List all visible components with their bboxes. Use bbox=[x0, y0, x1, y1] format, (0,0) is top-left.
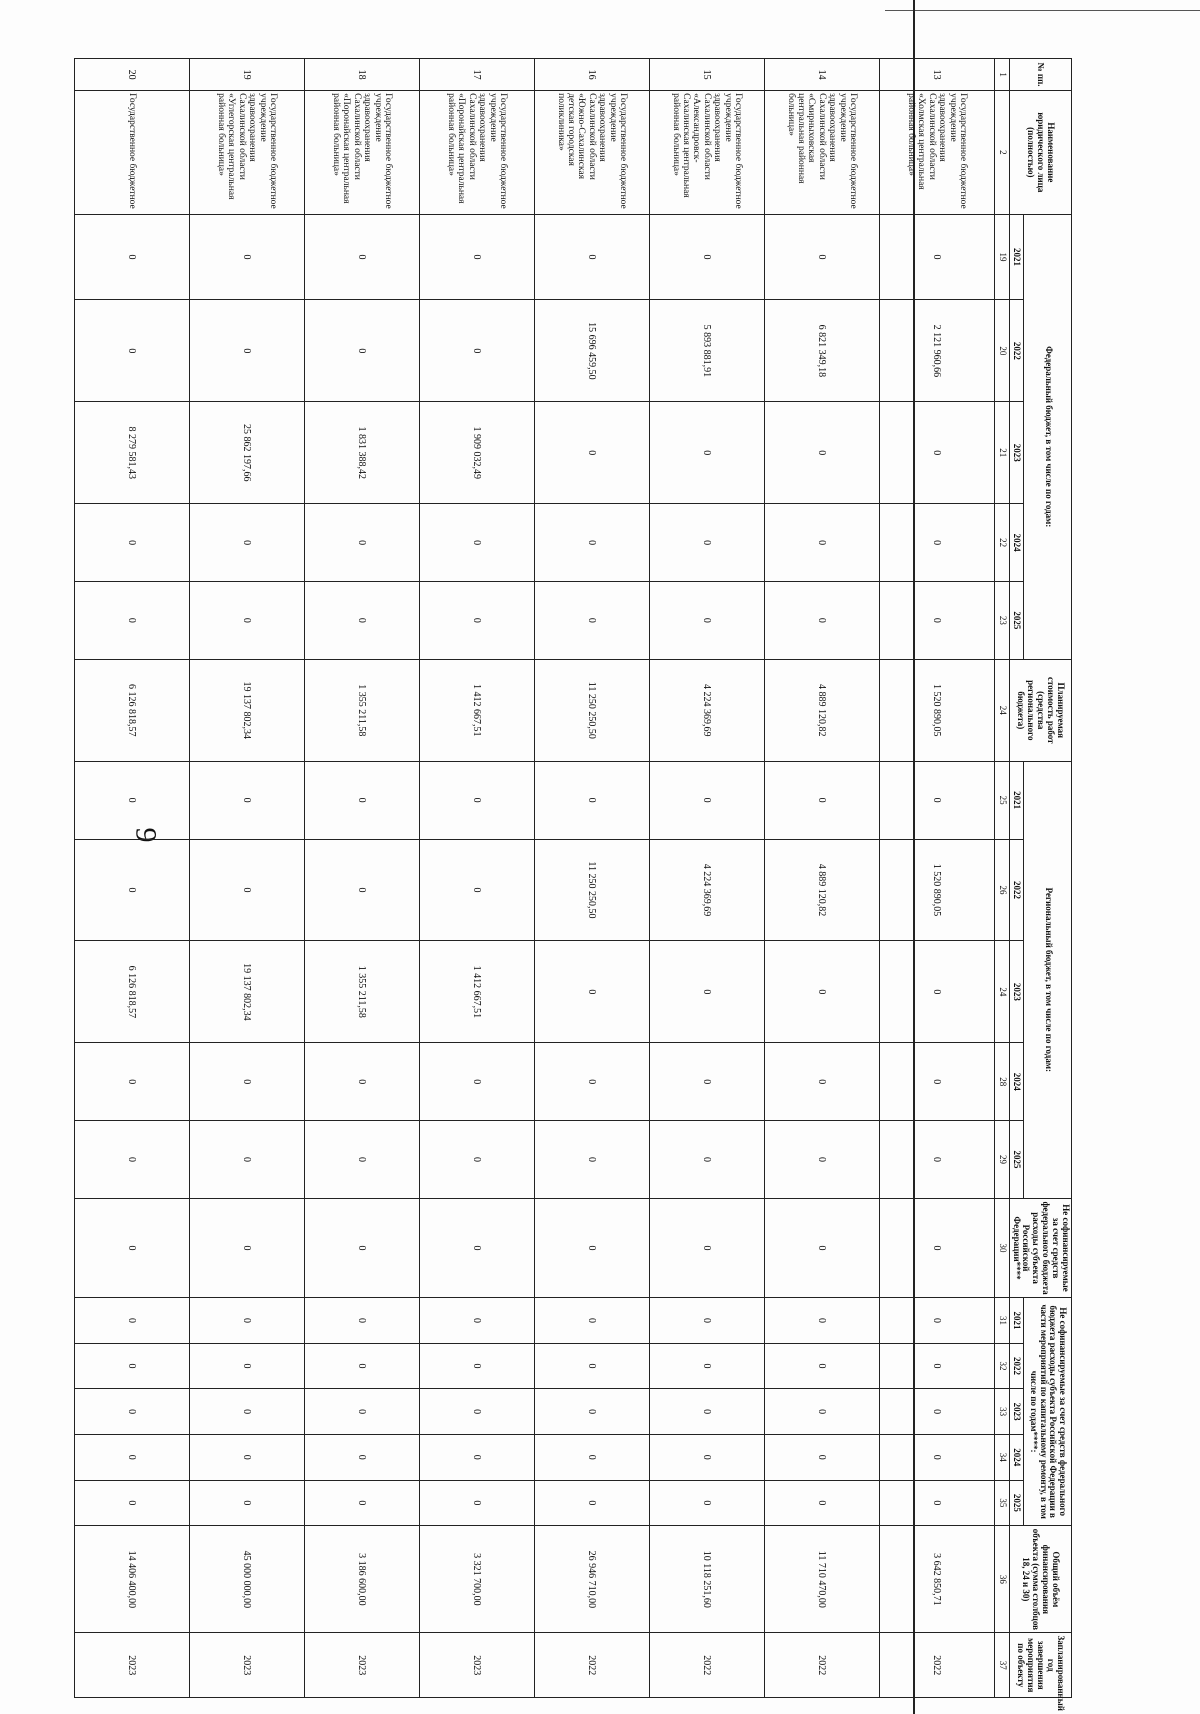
regional-budget-cell: 0 bbox=[189, 839, 304, 941]
regional-budget-cell: 0 bbox=[649, 941, 764, 1043]
regional-budget-cell: 0 bbox=[189, 1121, 304, 1199]
table-row bbox=[304, 59, 419, 1698]
planned-cost-cell: 4 224 369,69 bbox=[649, 659, 764, 761]
regional-budget-cell: 0 bbox=[534, 941, 649, 1043]
federal-budget-cell: 0 bbox=[534, 581, 649, 659]
non-cofinanced-cell: 0 bbox=[879, 1198, 994, 1297]
table-row bbox=[534, 59, 649, 1698]
row-number-cell: 18 bbox=[304, 59, 419, 91]
non-cofinanced-capital-cell: 0 bbox=[304, 1298, 419, 1344]
column-number-cell: 36 bbox=[994, 1526, 1009, 1633]
row-number-cell: 14 bbox=[764, 59, 879, 91]
total-funding-cell: 11 710 470,00 bbox=[764, 1526, 879, 1633]
organization-name-cell: Государственное бюджетное учреждение здравоохранения Сахалинской области «Поронайская центральная районная больница» bbox=[419, 91, 534, 214]
regional-budget-cell: 0 bbox=[304, 1043, 419, 1121]
planned-cost-cell: 4 889 120,82 bbox=[764, 659, 879, 761]
planned-cost-cell: 1 520 890,05 bbox=[879, 659, 994, 761]
federal-budget-cell: 1 831 388,42 bbox=[304, 402, 419, 504]
header-total: Общий объём финансирования объекта (сумма столбцов 18, 24 и 30) bbox=[1009, 1526, 1071, 1633]
table-row bbox=[649, 59, 764, 1698]
completion-year-cell: 2023 bbox=[304, 1633, 419, 1698]
header-regional: Региональный бюджет, в том числе по годам: bbox=[1024, 761, 1072, 1198]
year-cell: 2021 bbox=[1009, 1298, 1024, 1344]
non-cofinanced-capital-cell: 0 bbox=[534, 1389, 649, 1435]
regional-budget-cell: 6 126 818,57 bbox=[74, 941, 189, 1043]
regional-budget-cell: 11 250 250,50 bbox=[534, 839, 649, 941]
federal-budget-cell: 0 bbox=[879, 214, 994, 300]
federal-budget-cell: 0 bbox=[649, 504, 764, 582]
completion-year-cell: 2022 bbox=[534, 1633, 649, 1698]
regional-budget-cell: 0 bbox=[764, 761, 879, 839]
federal-budget-cell: 0 bbox=[764, 402, 879, 504]
organization-name-cell: Государственное бюджетное учреждение здравоохранения Сахалинской области «Смирныховская центральная районная больница» bbox=[764, 91, 879, 214]
federal-budget-cell: 0 bbox=[764, 504, 879, 582]
header-planned: Планируемая стоимость работ (средства регионального бюджета) bbox=[1009, 659, 1071, 761]
column-number-cell: 30 bbox=[994, 1198, 1009, 1297]
year-cell: 2022 bbox=[1009, 839, 1024, 941]
column-number-cell: 25 bbox=[994, 761, 1009, 839]
non-cofinanced-capital-cell: 0 bbox=[879, 1298, 994, 1344]
regional-budget-cell: 0 bbox=[534, 761, 649, 839]
regional-budget-cell: 0 bbox=[419, 1043, 534, 1121]
regional-budget-cell: 0 bbox=[534, 1043, 649, 1121]
completion-year-cell: 2023 bbox=[74, 1633, 189, 1698]
regional-budget-cell: 0 bbox=[419, 839, 534, 941]
non-cofinanced-capital-cell: 0 bbox=[534, 1480, 649, 1526]
organization-name-cell: Государственное бюджетное учреждение здравоохранения Сахалинской области «Александровск-Сахалинская центральная районная больница» bbox=[649, 91, 764, 214]
total-funding-cell: 10 118 251,60 bbox=[649, 1526, 764, 1633]
federal-budget-cell: 0 bbox=[74, 214, 189, 300]
year-cell: 2025 bbox=[1009, 1121, 1024, 1199]
row-number-cell: 17 bbox=[419, 59, 534, 91]
column-number-cell: 29 bbox=[994, 1121, 1009, 1199]
non-cofinanced-capital-cell: 0 bbox=[764, 1434, 879, 1480]
regional-budget-cell: 0 bbox=[74, 1043, 189, 1121]
header-federal: Федеральный бюджет, в том числе по годам: bbox=[1024, 214, 1072, 659]
federal-budget-cell: 0 bbox=[304, 214, 419, 300]
column-number-cell: 21 bbox=[994, 402, 1009, 504]
non-cofinanced-capital-cell: 0 bbox=[419, 1434, 534, 1480]
regional-budget-cell: 1 355 211,58 bbox=[304, 941, 419, 1043]
federal-budget-cell: 0 bbox=[534, 504, 649, 582]
year-cell: 2022 bbox=[1009, 300, 1024, 402]
regional-budget-cell: 0 bbox=[419, 761, 534, 839]
total-funding-cell: 26 946 710,00 bbox=[534, 1526, 649, 1633]
column-numbers-row bbox=[994, 59, 1009, 1698]
non-cofinanced-capital-cell: 0 bbox=[304, 1480, 419, 1526]
year-cell: 2022 bbox=[1009, 1343, 1024, 1389]
non-cofinanced-capital-cell: 0 bbox=[74, 1434, 189, 1480]
organization-name-cell: Государственное бюджетное учреждение здравоохранения Сахалинской области «Холмская центральная районная больница» bbox=[879, 91, 994, 214]
federal-budget-cell: 0 bbox=[764, 581, 879, 659]
total-funding-cell: 3 642 850,71 bbox=[879, 1526, 994, 1633]
year-cell: 2023 bbox=[1009, 941, 1024, 1043]
year-cell: 2024 bbox=[1009, 1434, 1024, 1480]
planned-cost-cell: 19 137 802,34 bbox=[189, 659, 304, 761]
regional-budget-cell: 0 bbox=[189, 1043, 304, 1121]
column-number-cell: 19 bbox=[994, 214, 1009, 300]
regional-budget-cell: 0 bbox=[74, 1121, 189, 1199]
total-funding-cell: 14 406 400,00 bbox=[74, 1526, 189, 1633]
federal-budget-cell: 0 bbox=[419, 504, 534, 582]
federal-budget-cell: 0 bbox=[74, 581, 189, 659]
federal-budget-cell: 0 bbox=[189, 581, 304, 659]
federal-budget-cell: 0 bbox=[304, 300, 419, 402]
regional-budget-cell: 0 bbox=[649, 1043, 764, 1121]
non-cofinanced-capital-cell: 0 bbox=[419, 1298, 534, 1344]
regional-budget-cell: 0 bbox=[304, 761, 419, 839]
non-cofinanced-capital-cell: 0 bbox=[189, 1434, 304, 1480]
non-cofinanced-cell: 0 bbox=[534, 1198, 649, 1297]
year-cell: 2025 bbox=[1009, 581, 1024, 659]
table-body bbox=[74, 59, 994, 1698]
column-number-cell: 23 bbox=[994, 581, 1009, 659]
year-cell: 2023 bbox=[1009, 402, 1024, 504]
column-number-cell: 33 bbox=[994, 1389, 1009, 1435]
regional-budget-cell: 1 412 667,51 bbox=[419, 941, 534, 1043]
completion-year-cell: 2023 bbox=[189, 1633, 304, 1698]
non-cofinanced-capital-cell: 0 bbox=[764, 1298, 879, 1344]
regional-budget-cell: 1 520 890,05 bbox=[879, 839, 994, 941]
regional-budget-cell: 0 bbox=[304, 839, 419, 941]
non-cofinanced-capital-cell: 0 bbox=[649, 1480, 764, 1526]
regional-budget-cell: 0 bbox=[649, 761, 764, 839]
regional-budget-cell: 4 224 369,69 bbox=[649, 839, 764, 941]
non-cofinanced-capital-cell: 0 bbox=[419, 1389, 534, 1435]
completion-year-cell: 2022 bbox=[649, 1633, 764, 1698]
federal-budget-cell: 0 bbox=[534, 402, 649, 504]
total-funding-cell: 3 321 700,00 bbox=[419, 1526, 534, 1633]
federal-budget-cell: 0 bbox=[764, 214, 879, 300]
regional-budget-cell: 0 bbox=[879, 1043, 994, 1121]
regional-budget-cell: 4 889 120,82 bbox=[764, 839, 879, 941]
federal-budget-cell: 0 bbox=[189, 214, 304, 300]
federal-budget-cell: 0 bbox=[304, 581, 419, 659]
federal-budget-cell: 5 893 881,91 bbox=[649, 300, 764, 402]
table-row bbox=[189, 59, 304, 1698]
table-row bbox=[764, 59, 879, 1698]
planned-cost-cell: 6 126 818,57 bbox=[74, 659, 189, 761]
regional-budget-cell: 0 bbox=[304, 1121, 419, 1199]
non-cofinanced-capital-cell: 0 bbox=[74, 1480, 189, 1526]
federal-budget-cell: 0 bbox=[74, 504, 189, 582]
non-cofinanced-capital-cell: 0 bbox=[879, 1343, 994, 1389]
row-number-cell: 16 bbox=[534, 59, 649, 91]
budget-table-rotated bbox=[126, 58, 1072, 1711]
non-cofinanced-cell: 0 bbox=[419, 1198, 534, 1297]
federal-budget-cell: 0 bbox=[419, 214, 534, 300]
header-name: Наименование юридического лица (полностью) bbox=[1009, 91, 1071, 214]
organization-name-cell: Государственное бюджетное учреждение здравоохранения Сахалинской области «Углегорская центральная районная больница» bbox=[189, 91, 304, 214]
federal-budget-cell: 15 696 459,50 bbox=[534, 300, 649, 402]
row-number-cell: 20 bbox=[74, 59, 189, 91]
scan-edge-line bbox=[885, 10, 1200, 11]
column-number-cell: 2 bbox=[994, 91, 1009, 214]
regional-budget-cell: 0 bbox=[74, 839, 189, 941]
column-number-cell: 20 bbox=[994, 300, 1009, 402]
table-row bbox=[419, 59, 534, 1698]
header-years-row bbox=[1009, 59, 1024, 1698]
year-cell: 2023 bbox=[1009, 1389, 1024, 1435]
non-cofinanced-capital-cell: 0 bbox=[879, 1434, 994, 1480]
non-cofinanced-capital-cell: 0 bbox=[879, 1480, 994, 1526]
regional-budget-cell: 0 bbox=[764, 941, 879, 1043]
non-cofinanced-capital-cell: 0 bbox=[649, 1298, 764, 1344]
regional-budget-cell: 0 bbox=[419, 1121, 534, 1199]
non-cofinanced-cell: 0 bbox=[189, 1198, 304, 1297]
table-row bbox=[879, 59, 994, 1698]
completion-year-cell: 2022 bbox=[879, 1633, 994, 1698]
federal-budget-cell: 0 bbox=[649, 214, 764, 300]
non-cofinanced-cell: 0 bbox=[764, 1198, 879, 1297]
non-cofinanced-capital-cell: 0 bbox=[189, 1389, 304, 1435]
federal-budget-cell: 2 121 960,66 bbox=[879, 300, 994, 402]
regional-budget-cell: 0 bbox=[189, 761, 304, 839]
regional-budget-cell: 0 bbox=[74, 761, 189, 839]
row-number-cell: 15 bbox=[649, 59, 764, 91]
year-cell: 2024 bbox=[1009, 1043, 1024, 1121]
column-number-cell: 26 bbox=[994, 839, 1009, 941]
federal-budget-cell: 0 bbox=[649, 581, 764, 659]
regional-budget-cell: 0 bbox=[764, 1121, 879, 1199]
non-cofinanced-capital-cell: 0 bbox=[304, 1343, 419, 1389]
non-cofinanced-capital-cell: 0 bbox=[764, 1389, 879, 1435]
non-cofinanced-capital-cell: 0 bbox=[649, 1389, 764, 1435]
federal-budget-cell: 1 909 032,49 bbox=[419, 402, 534, 504]
federal-budget-cell: 0 bbox=[879, 504, 994, 582]
organization-name-cell: Государственное бюджетное учреждение здравоохранения Сахалинской области «Южно-Сахалинская детская городская поликлиника» bbox=[534, 91, 649, 214]
federal-budget-cell: 0 bbox=[419, 581, 534, 659]
organization-name-cell: Государственное бюджетное учреждение здравоохранения Сахалинской области «Поронайская центральная районная больница» bbox=[304, 91, 419, 214]
non-cofinanced-capital-cell: 0 bbox=[764, 1480, 879, 1526]
non-cofinanced-capital-cell: 0 bbox=[74, 1343, 189, 1389]
federal-budget-cell: 25 862 197,66 bbox=[189, 402, 304, 504]
budget-table bbox=[74, 58, 1072, 1711]
planned-cost-cell: 1 412 667,51 bbox=[419, 659, 534, 761]
federal-budget-cell: 0 bbox=[879, 402, 994, 504]
planned-cost-cell: 1 355 211,58 bbox=[304, 659, 419, 761]
non-cofinanced-capital-cell: 0 bbox=[534, 1434, 649, 1480]
non-cofinanced-cell: 0 bbox=[304, 1198, 419, 1297]
non-cofinanced-capital-cell: 0 bbox=[189, 1480, 304, 1526]
non-cofinanced-capital-cell: 0 bbox=[534, 1343, 649, 1389]
non-cofinanced-capital-cell: 0 bbox=[189, 1298, 304, 1344]
header-year: Запланированный год завершения мероприятия по объекту bbox=[1009, 1633, 1071, 1698]
column-number-cell: 32 bbox=[994, 1343, 1009, 1389]
header-non-cofinanced-capital: Не софинансируемые за счет средств федерального бюджета расходы субъекта Российской Федерации в части мероприятий по капитальному ремонту, в том числе по годам****: bbox=[1024, 1298, 1072, 1526]
row-number-cell: 13 bbox=[879, 59, 994, 91]
column-number-cell: 22 bbox=[994, 504, 1009, 582]
non-cofinanced-capital-cell: 0 bbox=[534, 1298, 649, 1344]
regional-budget-cell: 0 bbox=[649, 1121, 764, 1199]
non-cofinanced-cell: 0 bbox=[649, 1198, 764, 1297]
non-cofinanced-capital-cell: 0 bbox=[419, 1480, 534, 1526]
organization-name-cell: Государственное бюджетное bbox=[74, 91, 189, 214]
total-funding-cell: 45 000 000,00 bbox=[189, 1526, 304, 1633]
regional-budget-cell: 0 bbox=[764, 1043, 879, 1121]
regional-budget-cell: 0 bbox=[879, 1121, 994, 1199]
non-cofinanced-capital-cell: 0 bbox=[764, 1343, 879, 1389]
column-number-cell: 24 bbox=[994, 659, 1009, 761]
completion-year-cell: 2023 bbox=[419, 1633, 534, 1698]
federal-budget-cell: 0 bbox=[189, 300, 304, 402]
non-cofinanced-capital-cell: 0 bbox=[419, 1343, 534, 1389]
federal-budget-cell: 0 bbox=[649, 402, 764, 504]
federal-budget-cell: 0 bbox=[189, 504, 304, 582]
column-number-cell: 35 bbox=[994, 1480, 1009, 1526]
regional-budget-cell: 19 137 802,34 bbox=[189, 941, 304, 1043]
non-cofinanced-cell: 0 bbox=[74, 1198, 189, 1297]
year-cell: 2024 bbox=[1009, 504, 1024, 582]
non-cofinanced-capital-cell: 0 bbox=[879, 1389, 994, 1435]
year-cell: 2021 bbox=[1009, 214, 1024, 300]
federal-budget-cell: 0 bbox=[534, 214, 649, 300]
non-cofinanced-capital-cell: 0 bbox=[74, 1389, 189, 1435]
federal-budget-cell: 8 279 581,43 bbox=[74, 402, 189, 504]
regional-budget-cell: 0 bbox=[534, 1121, 649, 1199]
non-cofinanced-capital-cell: 0 bbox=[649, 1434, 764, 1480]
table-row bbox=[74, 59, 189, 1698]
completion-year-cell: 2022 bbox=[764, 1633, 879, 1698]
column-number-cell: 28 bbox=[994, 1043, 1009, 1121]
planned-cost-cell: 11 250 250,50 bbox=[534, 659, 649, 761]
federal-budget-cell: 6 821 349,18 bbox=[764, 300, 879, 402]
total-funding-cell: 3 186 600,00 bbox=[304, 1526, 419, 1633]
year-cell: 2025 bbox=[1009, 1480, 1024, 1526]
non-cofinanced-capital-cell: 0 bbox=[189, 1343, 304, 1389]
column-number-cell: 37 bbox=[994, 1633, 1009, 1698]
federal-budget-cell: 0 bbox=[419, 300, 534, 402]
non-cofinanced-capital-cell: 0 bbox=[304, 1434, 419, 1480]
column-number-cell: 24 bbox=[994, 941, 1009, 1043]
non-cofinanced-capital-cell: 0 bbox=[304, 1389, 419, 1435]
row-number-cell: 19 bbox=[189, 59, 304, 91]
header-non-cofinanced: Не софинансируемые за счет средств федерального бюджета расходы субъекта Российской Федерации**** bbox=[1009, 1198, 1071, 1297]
federal-budget-cell: 0 bbox=[304, 504, 419, 582]
federal-budget-cell: 0 bbox=[74, 300, 189, 402]
column-number-cell: 31 bbox=[994, 1298, 1009, 1344]
regional-budget-cell: 0 bbox=[879, 761, 994, 839]
regional-budget-cell: 0 bbox=[879, 941, 994, 1043]
page-number: 9 bbox=[129, 827, 163, 843]
header-num: № пп. bbox=[1009, 59, 1071, 91]
federal-budget-cell: 0 bbox=[879, 581, 994, 659]
year-cell: 2021 bbox=[1009, 761, 1024, 839]
non-cofinanced-capital-cell: 0 bbox=[649, 1343, 764, 1389]
column-number-cell: 34 bbox=[994, 1434, 1009, 1480]
column-number-cell: 1 bbox=[994, 59, 1009, 91]
non-cofinanced-capital-cell: 0 bbox=[74, 1298, 189, 1344]
